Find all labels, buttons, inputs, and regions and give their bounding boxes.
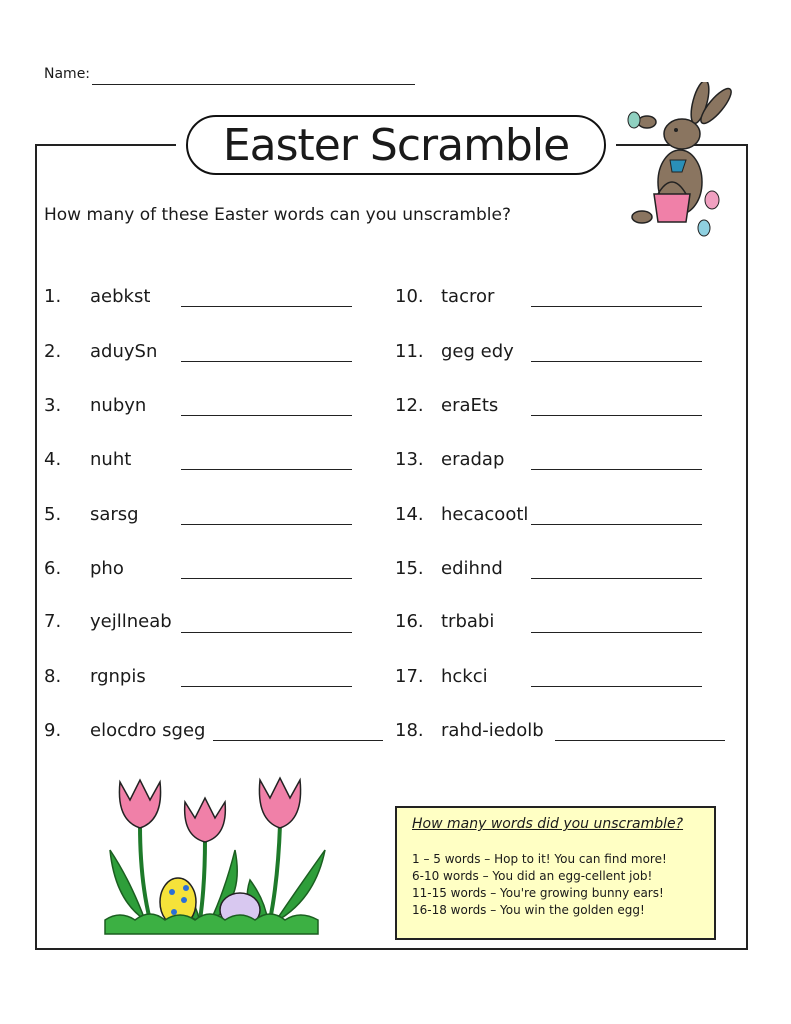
score-line: 16-18 words – You win the golden egg!	[412, 903, 645, 917]
scrambled-word: pho	[90, 558, 124, 579]
answer-line[interactable]	[531, 361, 702, 362]
item-number: 2.	[44, 341, 62, 362]
answer-line[interactable]	[531, 632, 702, 633]
title-banner	[186, 115, 606, 175]
scrambled-word: tacror	[441, 286, 495, 307]
scrambled-word: rgnpis	[90, 666, 146, 687]
bunny-with-basket-icon	[612, 82, 742, 242]
item-number: 7.	[44, 611, 62, 632]
scrambled-word: nuht	[90, 449, 132, 470]
answer-line[interactable]	[531, 686, 702, 687]
item-number: 8.	[44, 666, 62, 687]
answer-line[interactable]	[181, 686, 352, 687]
item-number: 12.	[395, 395, 424, 416]
scrambled-word: aebkst	[90, 286, 151, 307]
item-number: 18.	[395, 720, 424, 741]
scrambled-word: nubyn	[90, 395, 147, 416]
answer-line[interactable]	[181, 632, 352, 633]
answer-line[interactable]	[213, 740, 383, 741]
score-line: 11-15 words – You're growing bunny ears!	[412, 886, 664, 900]
item-number: 6.	[44, 558, 62, 579]
item-number: 11.	[395, 341, 424, 362]
item-number: 14.	[395, 504, 424, 525]
answer-line[interactable]	[531, 415, 702, 416]
scrambled-word: eraEts	[441, 395, 499, 416]
page-title: Easter Scramble	[222, 119, 570, 171]
scrambled-word: sarsg	[90, 504, 139, 525]
answer-line[interactable]	[181, 578, 352, 579]
item-number: 9.	[44, 720, 62, 741]
name-label: Name:	[44, 66, 91, 82]
answer-line[interactable]	[531, 469, 702, 470]
scrambled-word: yejllneab	[90, 611, 172, 632]
scrambled-word: edihnd	[441, 558, 503, 579]
scrambled-word: eradap	[441, 449, 505, 470]
answer-line[interactable]	[181, 524, 352, 525]
instructions-text: How many of these Easter words can you unscramble?	[44, 205, 511, 225]
answer-line[interactable]	[531, 578, 702, 579]
answer-line[interactable]	[181, 415, 352, 416]
answer-line[interactable]	[181, 361, 352, 362]
answer-line[interactable]	[555, 740, 725, 741]
item-number: 3.	[44, 395, 62, 416]
item-number: 13.	[395, 449, 424, 470]
name-field-line[interactable]	[92, 84, 415, 85]
scrambled-word: geg edy	[441, 341, 514, 362]
scrambled-word: elocdro sgeg	[90, 720, 206, 741]
score-line: 1 – 5 words – Hop to it! You can find more!	[412, 852, 667, 866]
item-number: 17.	[395, 666, 424, 687]
scrambled-word: trbabi	[441, 611, 495, 632]
item-number: 5.	[44, 504, 62, 525]
answer-line[interactable]	[181, 469, 352, 470]
score-box-title: How many words did you unscramble?	[412, 816, 684, 832]
scrambled-word: hckci	[441, 666, 488, 687]
tulips-and-eggs-icon	[100, 770, 330, 940]
score-box	[395, 806, 716, 940]
answer-line[interactable]	[531, 524, 702, 525]
answer-line[interactable]	[181, 306, 352, 307]
item-number: 15.	[395, 558, 424, 579]
item-number: 4.	[44, 449, 62, 470]
scrambled-word: hecacootl	[441, 504, 529, 525]
item-number: 16.	[395, 611, 424, 632]
item-number: 1.	[44, 286, 62, 307]
answer-line[interactable]	[531, 306, 702, 307]
scrambled-word: rahd-iedolb	[441, 720, 544, 741]
score-line: 6-10 words – You did an egg-cellent job!	[412, 869, 653, 883]
scrambled-word: aduySn	[90, 341, 158, 362]
item-number: 10.	[395, 286, 424, 307]
